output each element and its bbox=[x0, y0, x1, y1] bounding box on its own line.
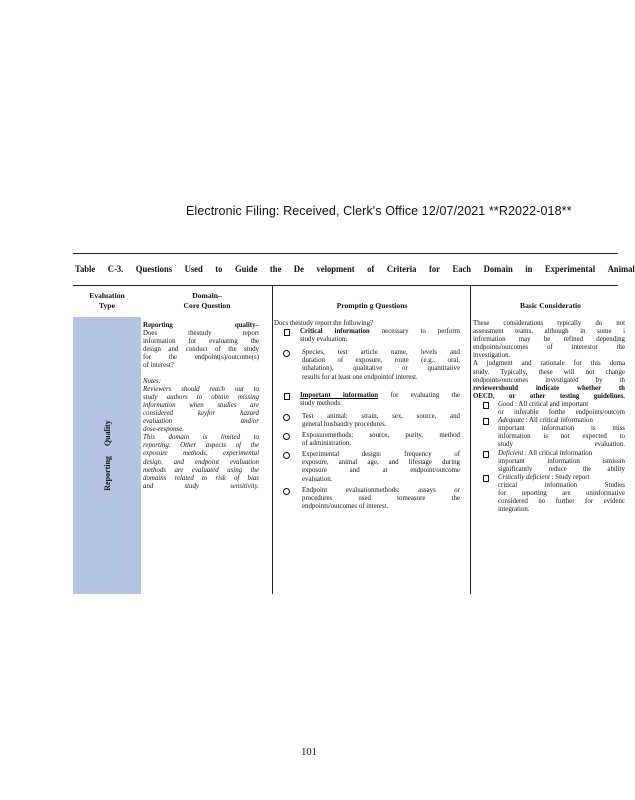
caption-word: of bbox=[367, 263, 375, 275]
critical-info-label: Critical information bbox=[300, 328, 370, 336]
table-caption bbox=[75, 263, 635, 275]
checkbox-icon bbox=[483, 475, 489, 482]
rating-line: important information is miss bbox=[498, 425, 625, 433]
important-item-line: Experimental design: frequency of bbox=[302, 451, 460, 459]
page-number: 101 bbox=[301, 747, 317, 758]
core-question-cell bbox=[143, 322, 259, 491]
col-divider-2 bbox=[470, 286, 471, 594]
basic-line: reviewershould indicate whether th bbox=[473, 384, 625, 392]
important-item-line: procedures used tomeasure the bbox=[302, 494, 460, 502]
rating-line: considered no further for evidenc bbox=[498, 498, 625, 506]
row-label: Reporting Quality bbox=[102, 420, 112, 491]
caption-word: Domain bbox=[483, 263, 513, 275]
important-info-rest: for evaluating the bbox=[390, 391, 460, 399]
notes-line: domains related to risk of bias bbox=[143, 474, 259, 482]
notes-line: methods are evaluated using the bbox=[143, 466, 259, 474]
notes-line: and study sensitivity. bbox=[143, 482, 259, 490]
basic-considerations-cell bbox=[473, 320, 625, 514]
notes-line: design, and endpoint evaluation bbox=[143, 458, 259, 466]
rating-line: study evaluation. bbox=[498, 441, 625, 449]
important-info-label: Important information bbox=[300, 391, 379, 399]
caption-word: Questions bbox=[135, 263, 173, 275]
rating-first-line bbox=[498, 401, 625, 409]
basic-line: A judgment and rationale for this doma bbox=[473, 360, 625, 368]
top-rule bbox=[73, 253, 618, 254]
important-item-line: exposure, animal age, and lifestage during bbox=[302, 459, 460, 467]
caption-word: Guide bbox=[234, 263, 258, 275]
caption-word: Each bbox=[452, 263, 472, 275]
important-item-line: evaluation. bbox=[302, 475, 333, 483]
header-prompting: Promptin g Questions bbox=[336, 301, 408, 310]
basic-line: study. Typically, these will not change bbox=[473, 368, 625, 376]
important-item-line: Endpoint evaluationmethods: assays or bbox=[302, 486, 460, 494]
rating-item bbox=[473, 450, 625, 474]
rating-line: significantly reduce the ability bbox=[498, 465, 625, 473]
rating-line: for reporting are uninformative bbox=[498, 489, 625, 497]
basic-line: These considerations typically do not bbox=[473, 320, 625, 327]
important-info-cont: study methods: bbox=[300, 399, 342, 407]
row-label-cell bbox=[73, 317, 141, 594]
notes-line: Reviewers should reach out to bbox=[143, 385, 259, 393]
col-divider-1 bbox=[272, 286, 273, 594]
critical-items-list bbox=[274, 349, 460, 381]
basic-line: information may be refined depending bbox=[473, 336, 625, 344]
caption-word: the bbox=[269, 263, 282, 275]
notes-line: information when studies are bbox=[143, 401, 259, 409]
circle-bullet-icon bbox=[283, 488, 290, 495]
notes-label: Notes: bbox=[143, 377, 161, 385]
checkbox-icon bbox=[284, 329, 290, 336]
important-items-list bbox=[274, 413, 460, 511]
important-item bbox=[274, 413, 460, 429]
important-item bbox=[274, 432, 460, 448]
rating-line: : All critical information bbox=[525, 417, 593, 425]
core-question-lines bbox=[143, 330, 259, 370]
notes-line: This domain is limited to bbox=[143, 434, 259, 442]
header-domain-core bbox=[141, 291, 273, 311]
checkbox-icon bbox=[483, 402, 489, 409]
rating-item bbox=[473, 474, 625, 514]
notes-line: dose-response. bbox=[143, 426, 184, 434]
notes-line: exposure methods, experimental bbox=[143, 450, 259, 458]
basic-line: OECD, or other testing guidelines. bbox=[473, 392, 625, 400]
prompting-intro: Docs thestudy report the following? bbox=[274, 320, 374, 327]
rating-line: : Study report bbox=[551, 473, 590, 481]
rating-label: Deficient bbox=[498, 449, 524, 457]
caption-word: to bbox=[215, 263, 223, 275]
checkbox-icon bbox=[483, 418, 489, 425]
caption-word: Criteria bbox=[386, 263, 417, 275]
important-info-item bbox=[274, 392, 460, 408]
basic-lines bbox=[473, 320, 625, 401]
rating-label: Critically deficient bbox=[498, 473, 550, 481]
notes-line: study authors to obtain missing bbox=[143, 393, 259, 401]
prompting-cell bbox=[274, 320, 460, 514]
header-evaluation-type bbox=[73, 291, 141, 311]
notes-lines bbox=[143, 386, 259, 491]
circle-bullet-icon bbox=[283, 433, 290, 440]
rating-line: information is not expected to bbox=[498, 433, 625, 441]
circle-bullet-icon bbox=[283, 350, 290, 357]
caption-word: De bbox=[293, 263, 304, 275]
header-domain-line-1: Domain– bbox=[192, 291, 222, 300]
caption-word: Experimental bbox=[544, 263, 596, 275]
rating-line: important information ismissin bbox=[498, 457, 625, 465]
header-evaluation-line-2: Type bbox=[99, 301, 115, 310]
important-item bbox=[274, 451, 460, 483]
rating-item bbox=[473, 401, 625, 417]
filing-header: Electronic Filing: Received, Clerk's Office 12/07/2021 **R2022-018** bbox=[186, 204, 572, 218]
circle-bullet-icon bbox=[283, 414, 290, 421]
rating-first-line bbox=[498, 417, 625, 425]
important-item-line: of administration. bbox=[302, 440, 351, 448]
caption-word: in bbox=[525, 263, 533, 275]
core-question-line: design and conduct of the study bbox=[143, 346, 259, 354]
caption-word: Table bbox=[75, 263, 96, 275]
critical-item-line: inhalation), qualitative or quantitative bbox=[302, 365, 460, 373]
rating-line: : All critical information bbox=[525, 449, 593, 457]
header-basic: Basic Consideratio bbox=[520, 301, 581, 310]
core-question-line: for the endpoint(s)/outcome(s) bbox=[143, 354, 259, 362]
ratings-list bbox=[473, 401, 625, 514]
header-evaluation-line-1: Evaluation bbox=[89, 291, 125, 300]
core-question-line: information for evaluating the bbox=[143, 338, 259, 346]
circle-bullet-icon bbox=[283, 452, 290, 459]
rating-label: Good bbox=[498, 400, 514, 408]
checkbox-icon bbox=[284, 393, 290, 400]
rating-first-line bbox=[498, 474, 625, 482]
critical-info-cont: study evaluation: bbox=[300, 336, 348, 344]
basic-line: investigation. bbox=[473, 352, 511, 360]
checkbox-icon bbox=[483, 451, 489, 458]
important-item-line: Test animal: strain, sex, source, and bbox=[302, 412, 460, 420]
rating-first-line bbox=[498, 450, 625, 458]
rating-line: or inferable forthe endpoints/outcom bbox=[498, 409, 625, 417]
critical-info-rest: necessary to perform bbox=[381, 328, 460, 336]
caption-word: Used bbox=[184, 263, 203, 275]
notes-line: evaluation and/or bbox=[143, 418, 259, 426]
critical-item-line: results for at least one endpointof interest. bbox=[302, 373, 418, 381]
caption-word: C-3. bbox=[107, 263, 124, 275]
caption-word: velopment bbox=[316, 263, 355, 275]
caption-word: for bbox=[428, 263, 440, 275]
notes-line: reporting. Other aspects of the bbox=[143, 442, 259, 450]
critical-item-line: duration of exposure, route (e.g., oral, bbox=[302, 357, 460, 365]
caption-word: Animal bbox=[607, 263, 635, 275]
header-domain-line-2: Core Question bbox=[183, 301, 231, 310]
important-item bbox=[274, 487, 460, 511]
core-question-line: Does thestudy report bbox=[143, 330, 259, 338]
header-rule bbox=[73, 285, 618, 286]
core-question-line: of interest? bbox=[143, 362, 174, 370]
rating-line: integration. bbox=[498, 506, 530, 514]
basic-line: endpoints/outcomes investigated by th bbox=[473, 376, 625, 384]
important-item-line: Exposuremethods: source, purity, method bbox=[302, 432, 460, 440]
important-item-line: endpoints/outcomes of interest. bbox=[302, 502, 389, 510]
core-title: Reporting quality– bbox=[143, 322, 259, 329]
critical-item-line: Species, test article name, levels and bbox=[302, 349, 460, 357]
important-item-line: exposure and at endpoint/outcome bbox=[302, 467, 460, 475]
notes-line: considered keyfor hazard bbox=[143, 409, 259, 417]
basic-line: endpoints/outcomes of interestor the bbox=[473, 344, 625, 352]
rating-line: : All critical and important bbox=[515, 400, 589, 408]
critical-item bbox=[274, 349, 460, 381]
rating-label: Adequate bbox=[498, 417, 525, 425]
critical-info-item bbox=[274, 328, 460, 344]
rating-line: critical information Studies bbox=[498, 481, 625, 489]
rating-item bbox=[473, 417, 625, 449]
basic-line: assessment teams, although in some i bbox=[473, 328, 625, 336]
important-item-line: general husbandry procedures. bbox=[302, 420, 387, 428]
